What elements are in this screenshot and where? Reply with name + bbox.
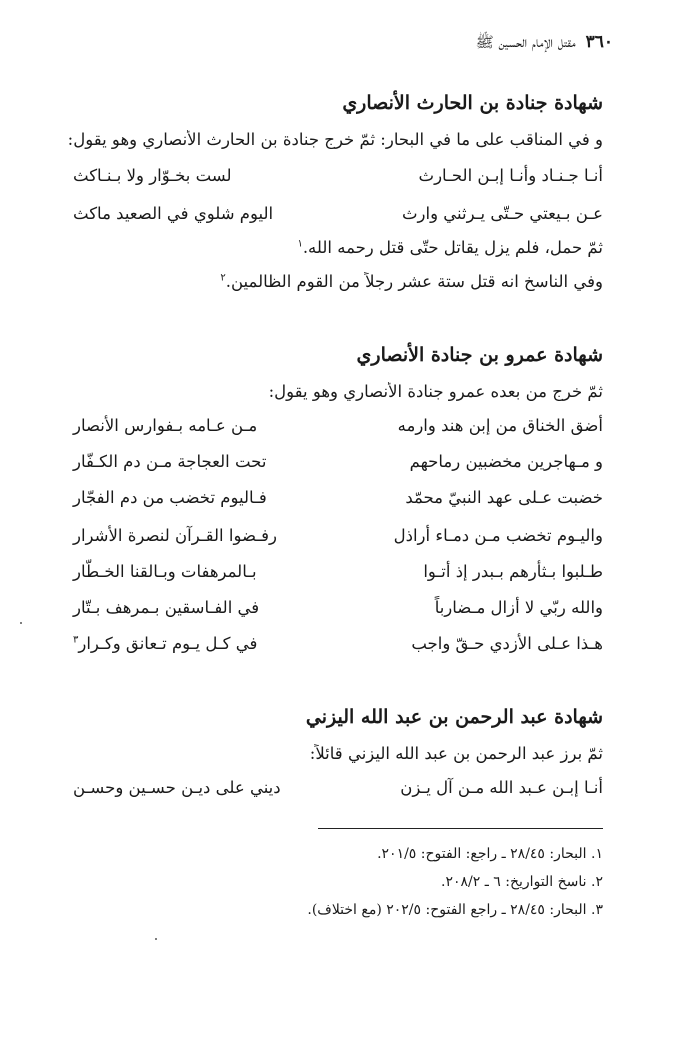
narrative-line	[58, 272, 603, 291]
narrative-text: وفي الناسخ انه قتل ستة عشر رجلاً من القوم الظالمين.	[225, 272, 603, 291]
verse-line	[73, 452, 603, 478]
verse-line	[73, 562, 603, 588]
verse-hemistich-second: اليوم شلوي في الصعيد ماكث	[73, 204, 274, 223]
verse-hemistich-second: مـن عـامه بـفوارس الأنصار	[73, 416, 258, 435]
verse-hemistich-second: في الفـاسقين بـمرهف بـتّار	[73, 598, 260, 617]
verse-hemistich-first: أنـا إبـن عـبد الله مـن آل يـزن	[400, 778, 603, 797]
verse-line	[73, 778, 603, 804]
footnote-ref: ٢	[220, 272, 226, 284]
verse-hemistich-second: ديني على ديـن حسـين وحسـن	[73, 778, 281, 797]
footnote: ٣. البحار: ٢٨/٤٥ ـ راجع الفتوح: ٢٠٢/٥ (مع اختلاف).	[307, 902, 603, 918]
verse-hemistich-second: لست بخـوّار ولا بـنـاكث	[73, 166, 232, 185]
narrative-text: ثمّ حمل، فلم يزل يقاتل حتّى قتل رحمه الله.	[302, 238, 603, 257]
verse-line	[73, 598, 603, 624]
footnote: ٢. ناسخ التواريخ: ٦ ـ ٢٠٨/٢.	[441, 874, 603, 890]
verse-hemistich-first: واليـوم تخضب مـن دمـاء أراذل	[393, 526, 603, 545]
section-heading: شهادة عبد الرحمن بن عبد الله اليزني	[305, 706, 603, 728]
section-intro: و في المناقب على ما في البحار: ثمّ خرج جنادة بن الحارث الأنصاري وهو يقول:	[67, 130, 603, 149]
verse-line	[73, 634, 603, 660]
scan-speck	[20, 622, 22, 624]
verse-line	[73, 204, 603, 230]
running-header	[363, 32, 613, 55]
verse-line	[73, 488, 603, 514]
narrative-line	[58, 238, 603, 257]
verse-line	[73, 166, 603, 192]
verse-hemistich-second: بـالمرهفات وبـالقنا الخـطّار	[73, 562, 257, 581]
verse-hemistich-first: والله ربّي لا أزال مـضارباً	[434, 598, 603, 617]
section-intro: ثمّ خرج من بعده عمرو جنادة الأنصاري وهو يقول:	[268, 382, 603, 401]
verse-text: في كـل يـوم تـعانق وكـرار	[78, 634, 258, 653]
section-intro: ثمّ برز عبد الرحمن بن عبد الله اليزني قائلاً:	[309, 744, 603, 763]
footnote-ref: ٣	[73, 634, 79, 646]
scan-speck	[155, 938, 157, 940]
verse-hemistich-first: أضق الخناق من إبن هند وارمه	[397, 416, 603, 435]
book-title: مقتل الإمام الحسين ﷺ	[475, 33, 576, 51]
verse-hemistich-first: خضبت عـلى عهد النبيّ محمّد	[405, 488, 603, 507]
footnote-divider	[318, 828, 603, 829]
verse-hemistich-second: رفـضوا القـرآن لنصرة الأشرار	[73, 526, 277, 545]
verse-hemistich-first: عـن بـيعتي حـتّى يـرثني وارث	[402, 204, 603, 223]
verse-hemistich-first: و مـهاجرين مخضبين رماحهم	[409, 452, 603, 471]
verse-hemistich-first: هـذا عـلى الأزدي حـقّ واجب	[411, 634, 603, 653]
verse-hemistich-first: طـلبوا بـثأرهم بـبدر إذ أتـوا	[423, 562, 603, 581]
section-heading: شهادة جنادة بن الحارث الأنصاري	[342, 92, 603, 114]
verse-hemistich-second: تحت العجاجة مـن دم الكـفّار	[73, 452, 267, 471]
verse-hemistich-first: أنـا جـنـاد وأنـا إبـن الحـارث	[418, 166, 603, 185]
section-heading: شهادة عمرو بن جنادة الأنصاري	[356, 344, 603, 366]
verse-hemistich-second: فـاليوم تخضب من دم الفجّار	[73, 488, 267, 507]
verse-line	[73, 416, 603, 442]
verse-line	[73, 526, 603, 552]
verse-hemistich-second	[73, 634, 257, 653]
footnote-ref: ١	[297, 238, 303, 250]
footnote: ١. البحار: ٢٨/٤٥ ـ راجع: الفتوح: ٢٠١/٥.	[377, 846, 603, 862]
page-number: ٣٦٠	[585, 32, 613, 52]
